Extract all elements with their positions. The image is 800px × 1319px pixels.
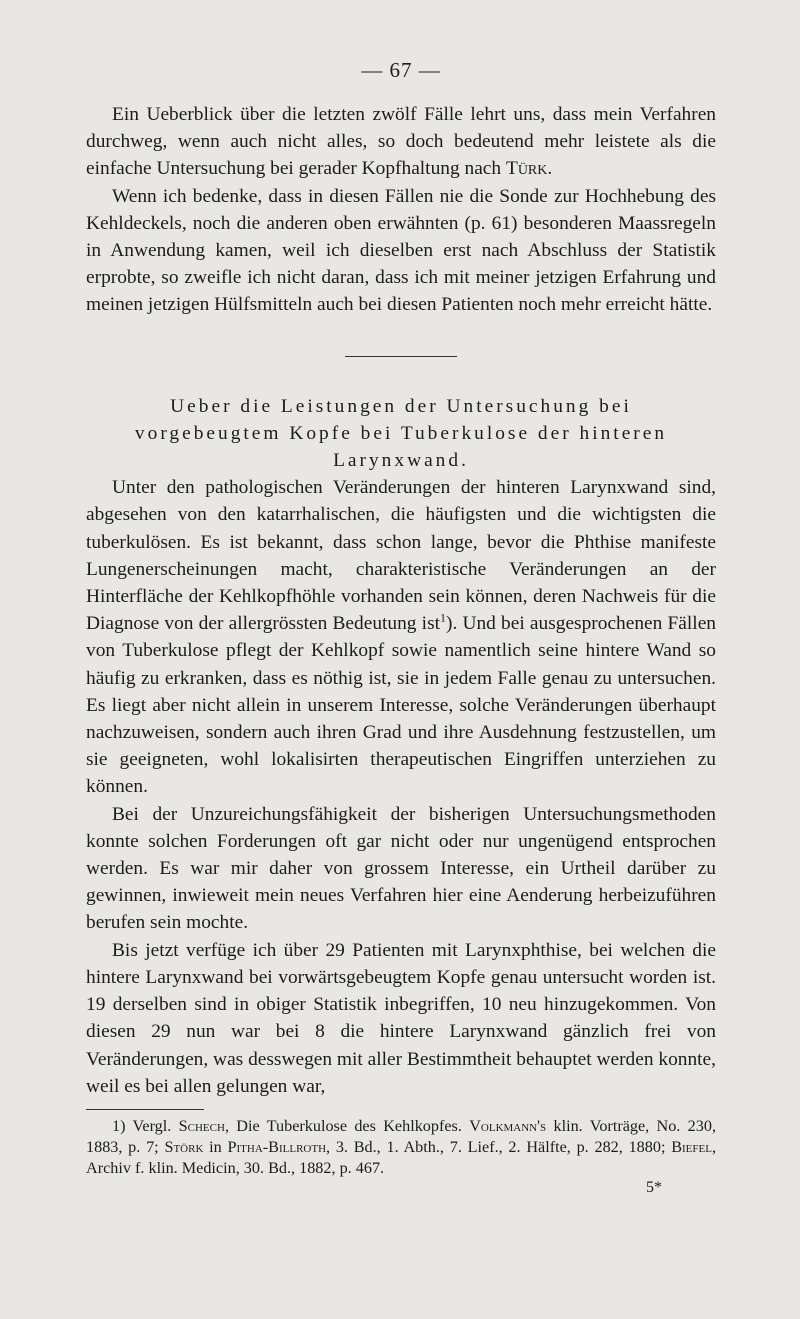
footnote-mark: 1) Vergl.: [112, 1116, 179, 1135]
footnote-author-biefel: Biefel: [671, 1137, 712, 1156]
paragraph-4: Bei der Unzureichungsfähigkeit der bisherigen Untersuchungsmethoden konnte solchen Forderungen oft gar nicht oder nur ungenügend entsprochen werden. Es war mir daher von grossem Interesse, ein Urtheil darüber zu gewinnen, inwieweit mein neues Verfahren hier eine Aenderung herbeizuführen berufen sein mochte.: [86, 803, 716, 934]
section-title-line-2: vorgebeugtem Kopfe bei Tuberkulose der hinteren: [134, 422, 668, 444]
section-title-line-1: Ueber die Leistungen der Untersuchung bei: [170, 395, 632, 417]
footnote-author-pitha-billroth: Pitha-Billroth: [227, 1137, 327, 1156]
footnote: [86, 1116, 716, 1178]
paragraph-5: Bis jetzt verfüge ich über 29 Patienten mit Larynxphthise, bei welchen die hintere Larynxwand bei vorwärtsgebeugtem Kopfe genau untersucht worden ist. 19 derselben sind in obiger Statistik inbegriffen, 10 neu hinzugekommen. Von diesen 29 nun war bei 8 die hintere Larynxwand gänzlich frei von Veränderungen, was desswegen mit aller Bestimmtheit behauptet werden konnte, weil es bei allen gelungen war,: [86, 939, 717, 1097]
footnote-author-stoerk: Störk: [164, 1137, 204, 1156]
section-divider: [345, 356, 457, 357]
paragraph-2: Wenn ich bedenke, dass in diesen Fällen nie die Sonde zur Hochhebung des Kehldeckels, noch die anderen oben erwähnten (p. 61) besonderen Maassregeln in Anwendung kamen, weil ich dieselben erst nach Abschluss der Statistik erprobte, so zweifle ich nicht daran, dass ich mit meiner jetzigen Erfahrung und meinen jetzigen Hülfsmitteln auch bei diesen Patienten noch mehr erreicht hätte.: [86, 185, 716, 316]
page-number: — 67 —: [361, 58, 441, 82]
footnote-divider: [86, 1109, 204, 1110]
printer-signature: 5*: [646, 1179, 662, 1197]
paragraph-3-text-b: ). Und bei ausgesprochenen Fällen von Tuberkulose pflegt der Kehlkopf sowie namentlich seine hintere Wand so häufig zu erkranken, dass es nöthig ist, sie in jedem Falle genau zu untersuchen. Es liegt aber nicht allein in unserem Interesse, solche Veränderungen überhaupt nachzuweisen, sondern auch ihren Grad und ihre Ausdehnung festzustellen, um sie geeigneten, wohl lokalisirten therapeutischen Eingriffen unterziehen zu können.: [86, 613, 716, 798]
author-name-tuerk: Türk.: [505, 158, 553, 180]
paragraph-1: [86, 101, 716, 183]
section-title-line-3: Larynxwand.: [333, 450, 469, 472]
footnote-reference: 1: [440, 610, 446, 625]
footnote-text-4: , 3. Bd., 1. Abth., 7. Lief., 2. Hälfte, p. 282, 1880;: [326, 1137, 672, 1156]
paragraph-1-text: Ein Ueberblick über die letzten zwölf Fälle lehrt uns, dass mein Verfahren durchweg, wenn auch nicht alles, so doch bedeutend mehr leistete als die einfache Untersuchung bei gerader Kopfhaltung nach: [86, 104, 716, 180]
footnote-text-3: in: [203, 1137, 228, 1156]
footnote-text-2: klin. Vorträge, No. 230, 1883, p. 7;: [86, 1116, 716, 1156]
footnote-text-5: , Archiv f. klin. Medicin, 30. Bd., 1882, p. 467.: [86, 1137, 717, 1177]
section-title: [86, 393, 716, 475]
footnote-author-schech: Schech: [178, 1116, 225, 1135]
paragraph-3: [86, 474, 716, 800]
footnote-author-volkmann: Volkmann's: [469, 1116, 547, 1135]
footnote-text-1: , Die Tuberkulose des Kehlkopfes.: [224, 1116, 470, 1135]
paragraph-3-text-a: Unter den pathologischen Veränderungen der hinteren Larynxwand sind, abgesehen von den katarrhalischen, die häufigsten und die wichtigsten die tuberkulösen. Es ist bekannt, dass schon lange, bevor die Phthise manifeste Lungenerscheinungen macht, charakteristische Veränderungen an der Hinterfläche der Kehlkopfhöhle vorhanden sein können, deren Nachweis für die Diagnose von der allergrössten Bedeutung ist: [86, 477, 716, 635]
